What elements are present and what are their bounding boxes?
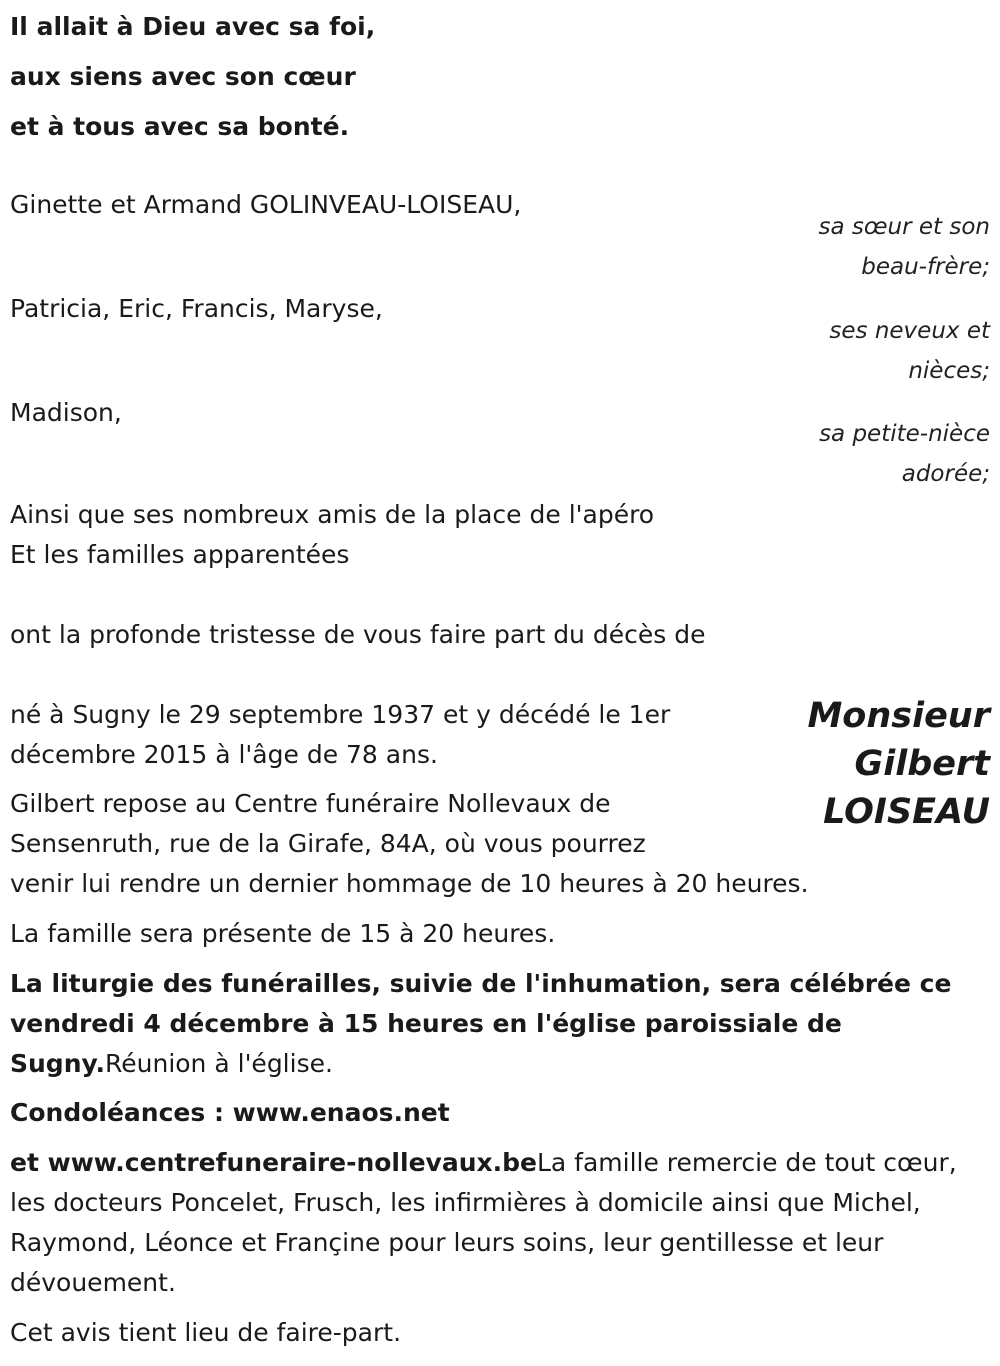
repose-line-3: venir lui rendre un dernier hommage de 10 heures à 20 heures.: [10, 869, 809, 898]
epigraph-line-1: Il allait à Dieu avec sa foi,: [10, 12, 376, 41]
thanks-line-1: [10, 1148, 957, 1177]
friends-line-1: Ainsi que ses nombreux amis de la place de l'apéro: [10, 500, 655, 529]
thanks-line-4: dévouement.: [10, 1268, 176, 1297]
liturgy-line-1: La liturgie des funérailles, suivie de l'inhumation, sera célébrée ce: [10, 969, 952, 998]
liturgy-line-3: [10, 1049, 333, 1078]
family-names-1: Ginette et Armand GOLINVEAU-LOISEAU,: [10, 190, 522, 219]
family-role-1a: sa sœur et son: [818, 214, 990, 240]
birth-line-2: décembre 2015 à l'âge de 78 ans.: [10, 740, 438, 769]
deceased-title: Monsieur: [807, 696, 990, 736]
family-role-3b: adorée;: [901, 461, 990, 487]
liturgy-line-2: vendredi 4 décembre à 15 heures en l'église paroissiale de: [10, 1009, 842, 1038]
family-role-3a: sa petite-nièce: [819, 421, 990, 447]
repose-line-2: Sensenruth, rue de la Girafe, 84A, où vous pourrez: [10, 829, 646, 858]
family-names-3: Madison,: [10, 398, 122, 427]
thanks-line-3: Raymond, Léonce et Françine pour leurs soins, leur gentillesse et leur: [10, 1228, 884, 1257]
deceased-name: [807, 692, 990, 836]
thanks-text-1: La famille remercie de tout cœur,: [536, 1148, 957, 1177]
funeral-center-link[interactable]: et www.centrefuneraire-nollevaux.be: [10, 1148, 537, 1177]
repose-line-1: Gilbert repose au Centre funéraire Nollevaux de: [10, 789, 611, 818]
liturgy-meeting: Réunion à l'église.: [105, 1049, 333, 1078]
friends-line-2: Et les familles apparentées: [10, 540, 350, 569]
thanks-line-2: les docteurs Poncelet, Frusch, les infirmières à domicile ainsi que Michel,: [10, 1188, 921, 1217]
announcement-text: ont la profonde tristesse de vous faire part du décès de: [10, 620, 706, 649]
family-role-2a: ses neveux et: [829, 318, 990, 344]
family-role-1b: beau-frère;: [861, 254, 990, 280]
family-presence: La famille sera présente de 15 à 20 heures.: [10, 919, 556, 948]
deceased-first-name: Gilbert: [854, 744, 990, 784]
family-role-2b: nièces;: [908, 358, 990, 384]
deceased-last-name: LOISEAU: [823, 792, 990, 832]
closing-line: Cet avis tient lieu de faire-part.: [10, 1318, 402, 1347]
family-names-2: Patricia, Eric, Francis, Maryse,: [10, 294, 383, 323]
epigraph-line-2: aux siens avec son cœur: [10, 62, 356, 91]
condolences-line: Condoléances : www.enaos.net: [10, 1098, 450, 1127]
liturgy-place: Sugny.: [10, 1049, 105, 1078]
epigraph-line-3: et à tous avec sa bonté.: [10, 112, 350, 141]
birth-line-1: né à Sugny le 29 septembre 1937 et y décédé le 1er: [10, 700, 671, 729]
